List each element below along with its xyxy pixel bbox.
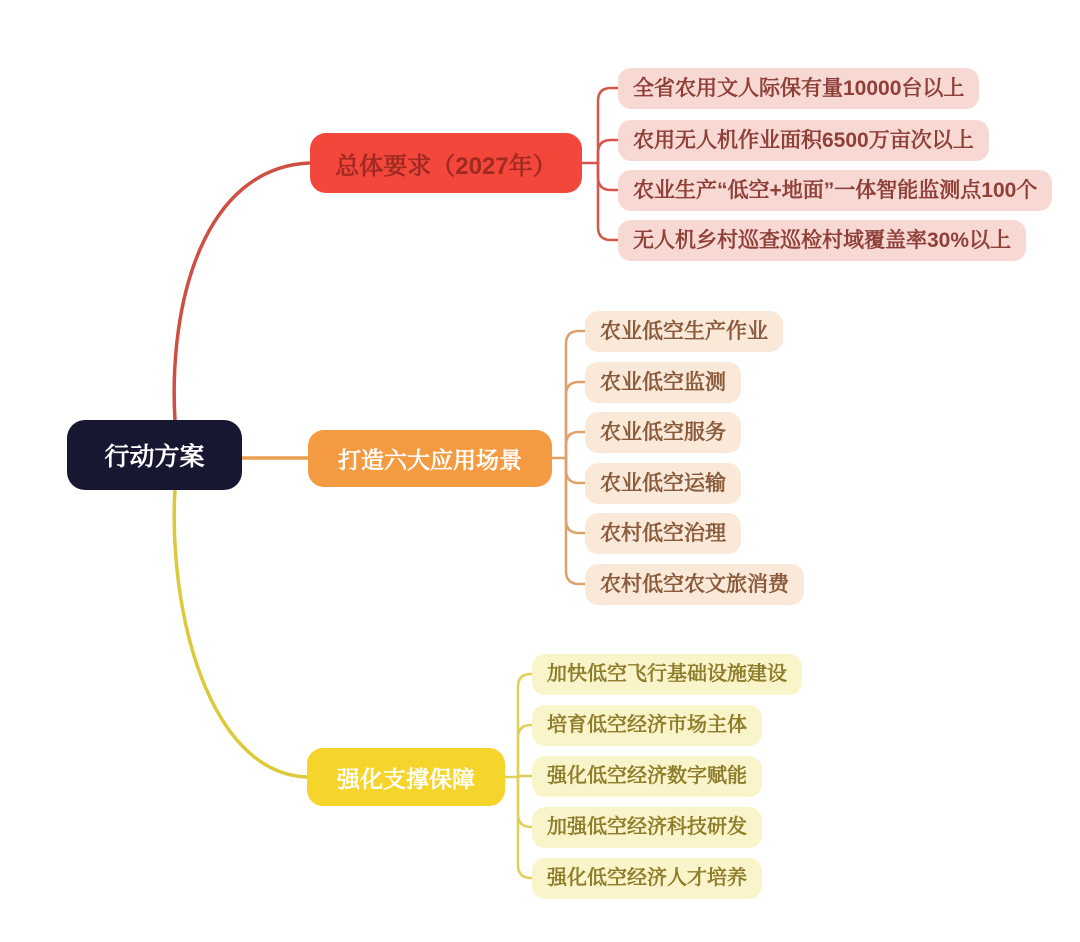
leaf-drone-ownership: 全省农用文人际保有量10000台以上: [618, 68, 979, 109]
connector-red-bracket: [582, 88, 618, 240]
connector-root-to-red: [174, 163, 309, 421]
leaf-production-operation: 农业低空生产作业: [585, 311, 783, 352]
connector-root-to-yellow: [174, 489, 306, 777]
leaf-transport: 农业低空运输: [585, 463, 741, 504]
leaf-services: 农业低空服务: [585, 412, 741, 453]
leaf-talent-cultivation: 强化低空经济人才培养: [532, 858, 762, 899]
leaf-market-entities: 培育低空经济市场主体: [532, 705, 762, 746]
branch-support-guarantee: 强化支撑保障: [307, 748, 505, 806]
leaf-monitoring: 农业低空监测: [585, 362, 741, 403]
connector-orange-bracket: [552, 331, 585, 584]
leaf-rural-governance: 农村低空治理: [585, 513, 741, 554]
leaf-monitoring-points: 农业生产“低空+地面”一体智能监测点100个: [618, 170, 1052, 211]
leaf-agri-tourism: 农村低空农文旅消费: [585, 564, 804, 605]
leaf-operation-area: 农用无人机作业面积6500万亩次以上: [618, 120, 989, 161]
leaf-infrastructure: 加快低空飞行基础设施建设: [532, 654, 802, 695]
branch-six-application-scenarios: 打造六大应用场景: [308, 430, 552, 487]
leaf-tech-research: 加强低空经济科技研发: [532, 807, 762, 848]
root-node: 行动方案: [67, 420, 242, 490]
leaf-village-coverage: 无人机乡村巡查巡检村域覆盖率30%以上: [618, 220, 1026, 261]
leaf-digital-empowerment: 强化低空经济数字赋能: [532, 756, 762, 797]
branch-overall-requirements: 总体要求（2027年）: [310, 133, 582, 193]
connector-yellow-bracket: [505, 674, 532, 878]
